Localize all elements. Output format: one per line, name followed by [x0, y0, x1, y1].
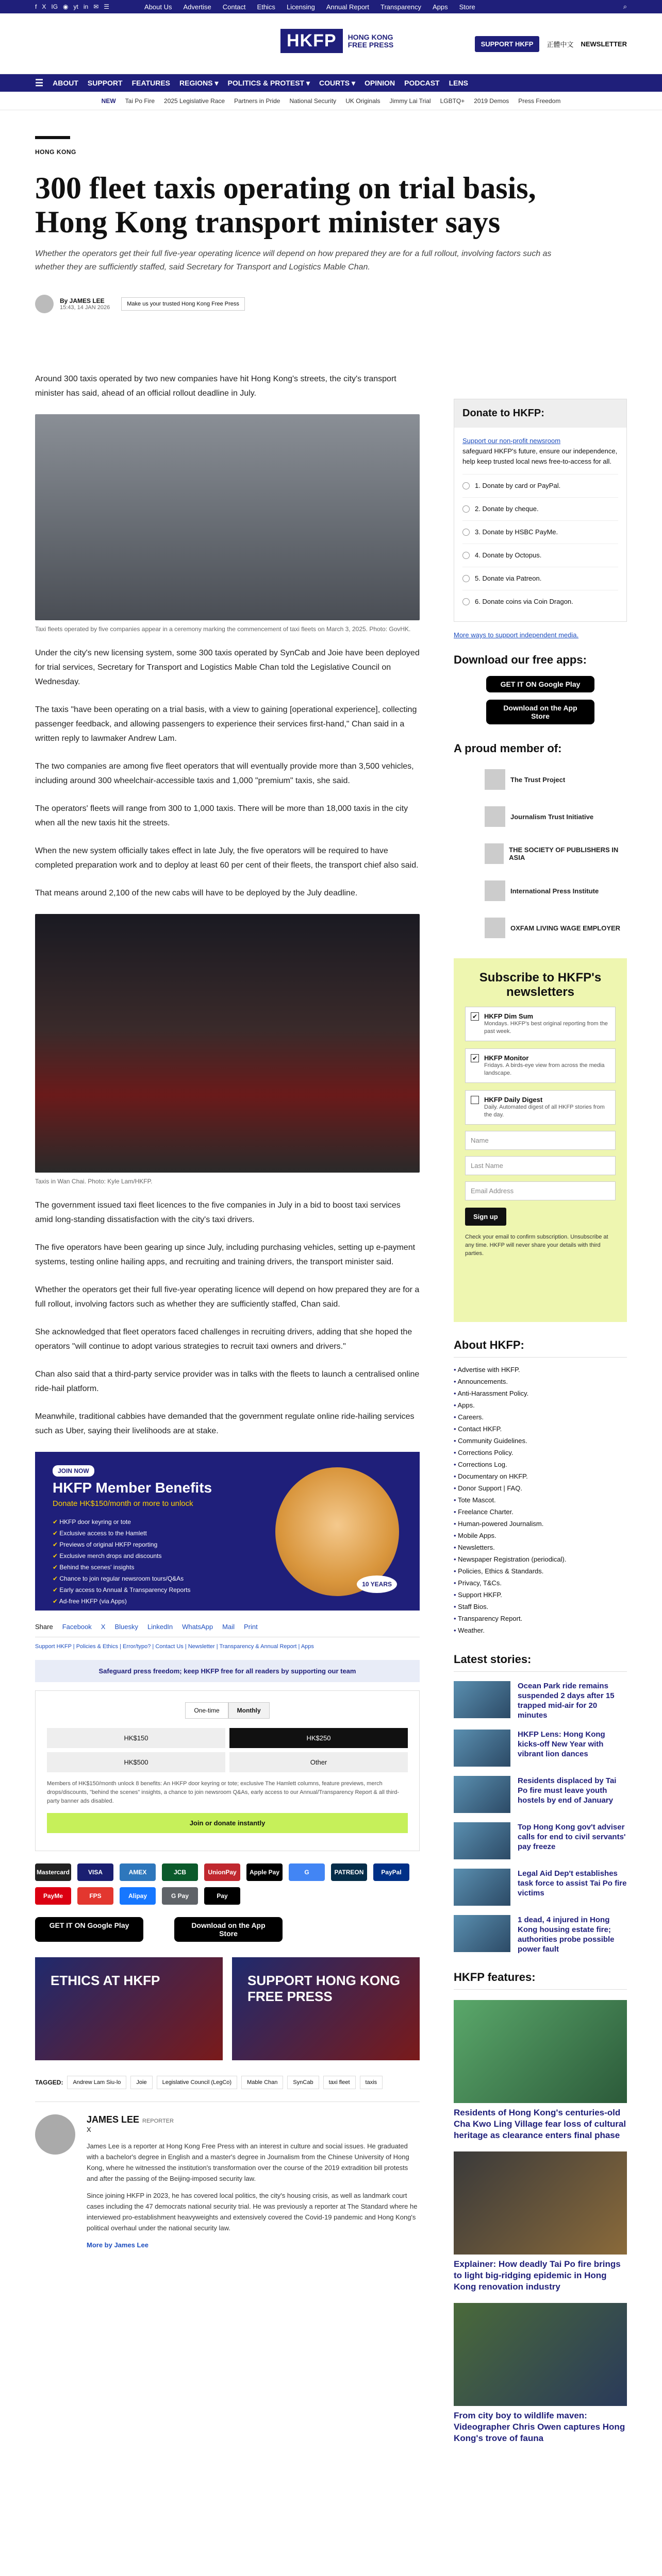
- support-hkfp-button[interactable]: SUPPORT HKFP: [475, 36, 540, 52]
- google-pay-icon: G Pay: [162, 1887, 198, 1905]
- paragraph: Meanwhile, traditional cabbies have demanded that the government regulate online ride-hailing services such as Uber, saying their livelihoods are at stake.: [35, 1412, 415, 1435]
- amount-500[interactable]: HK$500: [47, 1752, 225, 1772]
- alipay-icon: Alipay: [120, 1887, 156, 1905]
- sopa-logo[interactable]: THE SOCIETY OF PUBLISHERS IN ASIA: [454, 841, 627, 867]
- article-tags: [35, 2076, 420, 2089]
- donate-option[interactable]: 3. Donate by HSBC PayMe.: [462, 520, 618, 544]
- promo-videos: [35, 1957, 420, 2060]
- tag[interactable]: Legislative Council (LegCo): [157, 2076, 238, 2089]
- trending-item[interactable]: National Security: [289, 97, 337, 105]
- link-store[interactable]: Store: [459, 3, 475, 11]
- feature-story[interactable]: Residents of Hong Kong's centuries-old Cha Kwo Ling Village fear loss of cultural heritage as clearance enters final phase: [454, 2000, 627, 2141]
- amount-options: [47, 1728, 408, 1772]
- story-thumbnail: [454, 1681, 510, 1718]
- benefit-item: ✔ Exclusive merch drops and discounts: [53, 1550, 402, 1562]
- ethics-video[interactable]: ETHICS AT HKFP: [35, 1957, 223, 2060]
- author-bio: James Lee is a reporter at Hong Kong Free Press with an interest in culture and social issues. He graduated with a bachelor's degree in English and a master's degree in Journalism from the Chinese University of Hong Kong, where he witnessed the institution's transformation over the course of the 2019 extradition bill protests and after the passing of the Beijing-imposed security law.: [87, 2142, 409, 2182]
- jti-logo[interactable]: Journalism Trust Initiative: [454, 804, 627, 829]
- features-heading: HKFP features:: [454, 1971, 627, 1990]
- header-rule: [35, 136, 70, 139]
- feature-image: [454, 2151, 627, 2255]
- logo-mark: HKFP: [280, 29, 343, 53]
- support-video[interactable]: SUPPORT HONG KONG FREE PRESS: [232, 1957, 420, 2060]
- newsletter-option[interactable]: ✔ HKFP Monitor Fridays. A birds-eye view from across the media landscape.: [465, 1048, 616, 1083]
- latest-story[interactable]: Top Hong Kong gov't adviser calls for end to civil servants' pay freeze: [454, 1822, 627, 1859]
- search-icon[interactable]: ⌕: [623, 3, 627, 10]
- newsletter-option[interactable]: HKFP Daily Digest Daily. Automated digest of all HKFP stories from the day.: [465, 1090, 616, 1125]
- nav-podcast[interactable]: PODCAST: [404, 79, 440, 87]
- latest-heading: Latest stories:: [454, 1653, 627, 1672]
- last-name-field[interactable]: Last Name: [465, 1156, 616, 1175]
- nav-opinion[interactable]: OPINION: [365, 79, 395, 87]
- email-field[interactable]: Email Address: [465, 1181, 616, 1200]
- frequency-toggle: [47, 1702, 408, 1719]
- one-time-tab[interactable]: One-time: [185, 1702, 228, 1719]
- about-link[interactable]: • Newspaper Registration (periodical).: [454, 1553, 627, 1565]
- sign-up-button[interactable]: Sign up: [465, 1208, 506, 1226]
- radio-icon: [462, 552, 470, 559]
- benefit-item: ✔ Exclusive access to the Hamlett: [53, 1528, 402, 1539]
- trending-item[interactable]: LGBTQ+: [440, 97, 465, 105]
- utility-links: [144, 3, 475, 11]
- main-navigation: [0, 74, 662, 92]
- share-mail[interactable]: Mail: [222, 1623, 235, 1631]
- x-icon[interactable]: X: [42, 3, 46, 10]
- google-play-button[interactable]: GET IT ON Google Play: [35, 1917, 143, 1942]
- donate-box: [454, 399, 627, 622]
- sidebar-app-store-button[interactable]: Download on the App Store: [486, 700, 594, 724]
- link-transparency[interactable]: Transparency: [380, 3, 421, 11]
- oxfam-logo[interactable]: OXFAM LIVING WAGE EMPLOYER: [454, 915, 627, 941]
- donate-option[interactable]: 1. Donate by card or PayPal.: [462, 474, 618, 497]
- tag[interactable]: Mable Chan: [241, 2076, 283, 2089]
- nav-support[interactable]: SUPPORT: [87, 79, 123, 87]
- member-of-heading: A proud member of:: [454, 742, 562, 755]
- nav-regions[interactable]: REGIONS ▾: [179, 78, 219, 87]
- paragraph: The two companies are among five fleet operators that will eventually provide more than 3,500 vehicles, including around 300 wheelchair-accessible taxis and 1,000 "premium" taxis, she said.: [35, 762, 414, 785]
- support-newsroom-link[interactable]: Support our non-profit newsroom: [462, 437, 561, 445]
- feature-image: [454, 2303, 627, 2406]
- newsletter-option[interactable]: ✔ HKFP Dim Sum Mondays. HKFP's best original reporting from the past week.: [465, 1007, 616, 1041]
- threads-icon[interactable]: ◉: [63, 3, 69, 10]
- support-links[interactable]: Support HKFP | Policies & Ethics | Error/typo? | Contact Us | Newsletter | Transparency & Annual Report | Apps: [35, 1643, 314, 1650]
- paragraph: Around 300 taxis operated by two new companies have hit Hong Kong's streets, the city's transport minister has said, ahead of an official rollout deadline in July.: [35, 375, 396, 398]
- author-avatar[interactable]: [35, 295, 54, 313]
- paragraph: The five operators have been gearing up since July, including purchasing vehicles, setting up e-payment systems, testing online hailing apps, and recruiting and training drivers, the transport minister said.: [35, 1243, 416, 1266]
- trending-item[interactable]: UK Originals: [345, 97, 380, 105]
- donate-option[interactable]: 6. Donate coins via Coin Dragon.: [462, 590, 618, 613]
- donate-widget: [35, 1690, 420, 1851]
- youtube-icon[interactable]: yt: [73, 3, 78, 10]
- join-donate-button[interactable]: Join or donate instantly: [47, 1813, 408, 1833]
- latest-story[interactable]: Legal Aid Dep't establishes task force to assist Tai Po fire victims: [454, 1869, 627, 1906]
- nav-courts[interactable]: COURTS ▾: [319, 78, 356, 87]
- amount-250[interactable]: HK$250: [229, 1728, 408, 1748]
- trending-item[interactable]: Press Freedom: [518, 97, 561, 105]
- banner-heading: HKFP Member Benefits: [53, 1480, 212, 1496]
- nav-about[interactable]: ABOUT: [53, 79, 78, 87]
- trending-item[interactable]: Jimmy Lai Trial: [389, 97, 431, 105]
- trending-item[interactable]: 2019 Demos: [474, 97, 509, 105]
- paypal-icon: PayPal: [373, 1863, 409, 1881]
- donate-note: Members of HK$150/month unlock 8 benefits: An HKFP door keyring or tote; exclusive The Hamlett columns, feature previews, merch drops/discounts, "behind the scenes" insights, a chance to join newsroom Q&As, early access to our Annual/Transparency Report & all third-party banner ads disabled.: [47, 1781, 400, 1804]
- benefit-item: ✔ Early access to Annual & Transparency Reports: [53, 1584, 402, 1596]
- mastercard-icon: Mastercard: [35, 1863, 71, 1881]
- nav-features[interactable]: FEATURES: [131, 79, 171, 87]
- tags-label: TAGGED:: [35, 2079, 63, 2086]
- paragraph: Whether the operators get their full five-year operating licence will depend on how prepared they are for a full rollout, involving factors such as whether they are sufficiently staffed, Chan said.: [35, 1285, 420, 1309]
- donate-text: safeguard HKFP's future, ensure our independence, help keep trusted local news free-to-access for all.: [462, 447, 618, 465]
- amount-150[interactable]: HK$150: [47, 1728, 225, 1748]
- paragraph: That means around 2,100 of the new cabs will have to be deployed by the July deadline.: [35, 889, 358, 897]
- tag[interactable]: Andrew Lam Siu-lo: [67, 2076, 126, 2089]
- jcb-icon: JCB: [162, 1863, 198, 1881]
- instagram-icon[interactable]: IG: [51, 3, 58, 10]
- about-link[interactable]: • Advertise with HKFP.: [454, 1364, 627, 1376]
- trending-item[interactable]: 2025 Legislative Race: [164, 97, 225, 105]
- payme-icon: PayMe: [35, 1887, 71, 1905]
- about-link[interactable]: • Mobile Apps.: [454, 1530, 627, 1541]
- about-link[interactable]: • Announcements.: [454, 1376, 627, 1387]
- more-by-author-link[interactable]: More by James Lee: [87, 2241, 148, 2249]
- about-link[interactable]: • Apps.: [454, 1399, 627, 1411]
- about-link[interactable]: • Newsletters.: [454, 1541, 627, 1553]
- author-photo[interactable]: [35, 2114, 75, 2155]
- safeguard-banner[interactable]: Safeguard press freedom; keep HKFP free for all readers by supporting our team: [35, 1660, 420, 1682]
- apps-heading: Download our free apps:: [454, 653, 587, 666]
- trending-item[interactable]: Tai Po Fire: [125, 97, 155, 105]
- join-now-button[interactable]: JOIN NOW: [53, 1465, 94, 1477]
- benefit-item: ✔ Behind the scenes' insights: [53, 1562, 402, 1573]
- radio-icon: [462, 575, 470, 582]
- linkedin-icon[interactable]: in: [83, 3, 89, 10]
- checkbox-icon[interactable]: ✔: [471, 1012, 479, 1021]
- facebook-icon[interactable]: f: [35, 3, 37, 10]
- visa-icon: VISA: [77, 1863, 113, 1881]
- new-badge: NEW: [101, 97, 116, 105]
- logo-wordmark: HONG KONG FREE PRESS: [347, 32, 394, 49]
- site-header: [0, 13, 662, 74]
- author-box-name[interactable]: JAMES LEE: [87, 2114, 140, 2125]
- article-title: 300 fleet taxis operating on trial basis, Hong Kong transport minister says: [35, 171, 536, 239]
- apple-pay-icon: Apple Pay: [246, 1863, 283, 1881]
- tag[interactable]: taxi fleet: [323, 2076, 356, 2089]
- about-link[interactable]: • Documentary on HKFP.: [454, 1470, 627, 1482]
- article-body: [35, 372, 420, 2250]
- publish-date: 15:43, 14 JAN 2026: [60, 304, 110, 311]
- link-contact[interactable]: Contact: [222, 3, 246, 11]
- about-heading: About HKFP:: [454, 1338, 627, 1358]
- category-kicker[interactable]: HONG KONG: [35, 148, 76, 156]
- signup-note: Check your email to confirm subscription. Unsubscribe at any time. HKFP will never share your details with third parties.: [465, 1234, 608, 1257]
- top-utility-bar: [0, 0, 662, 13]
- latest-story[interactable]: HKFP Lens: Hong Kong kicks-off New Year with vibrant lion dances: [454, 1730, 627, 1767]
- trust-project-logo[interactable]: The Trust Project: [454, 767, 627, 792]
- link-ethics[interactable]: Ethics: [257, 3, 275, 11]
- trending-item[interactable]: Partners in Pride: [234, 97, 280, 105]
- link-apps[interactable]: Apps: [433, 3, 448, 11]
- paragraph: Under the city's new licensing system, some 300 taxis operated by SynCab and Joie have been deployed for trial services, Secretary for Transport and Logistics Mable Chan told the Legislative Council on Wednesday.: [35, 649, 420, 686]
- amount-other[interactable]: Other: [229, 1752, 408, 1772]
- about-link[interactable]: • Donor Support | FAQ.: [454, 1482, 627, 1494]
- about-link[interactable]: • Transparency Report.: [454, 1613, 627, 1624]
- link-annual-report[interactable]: Annual Report: [326, 3, 369, 11]
- checkbox-icon[interactable]: ✔: [471, 1054, 479, 1062]
- about-list: [454, 1364, 627, 1636]
- feature-image: [454, 2000, 627, 2103]
- share-bar: [35, 1623, 420, 1637]
- feature-story[interactable]: Explainer: How deadly Tai Po fire brings to light big-ridging epidemic in Hong Kong renovation industry: [454, 2151, 627, 2293]
- about-link[interactable]: • Corrections Log.: [454, 1459, 627, 1470]
- subscribe-heading: Subscribe to HKFP's newsletters: [479, 971, 602, 999]
- chinese-language-link[interactable]: 正體中文: [547, 41, 574, 48]
- radio-icon: [462, 505, 470, 513]
- share-bluesky[interactable]: Bluesky: [114, 1623, 138, 1631]
- about-link[interactable]: • Community Guidelines.: [454, 1435, 627, 1447]
- trending-bar: [0, 92, 662, 110]
- link-about-us[interactable]: About Us: [144, 3, 172, 11]
- wan-chai-taxis-photo: [35, 914, 420, 1173]
- share-linkedin[interactable]: LinkedIn: [147, 1623, 173, 1631]
- apple-pay-alt-icon: Pay: [204, 1887, 240, 1905]
- benefit-item: ✔ HKFP door keyring or tote: [53, 1516, 402, 1528]
- story-thumbnail: [454, 1730, 510, 1767]
- benefit-item: ✔ Ad-free HKFP (via Apps): [53, 1596, 402, 1607]
- app-store-button[interactable]: Download on the App Store: [174, 1917, 283, 1942]
- newsletter-signup: [454, 958, 627, 1322]
- rss-icon[interactable]: ☰: [104, 3, 110, 10]
- mail-icon[interactable]: ✉: [93, 3, 99, 10]
- donate-option[interactable]: 2. Donate by cheque.: [462, 497, 618, 520]
- story-thumbnail: [454, 1915, 510, 1952]
- share-facebook[interactable]: Facebook: [62, 1623, 92, 1631]
- preferred-source-button[interactable]: Make us your trusted Hong Kong Free Press: [121, 297, 245, 311]
- author-role: REPORTER: [142, 2118, 174, 2124]
- radio-icon: [462, 529, 470, 536]
- social-links: [35, 3, 109, 10]
- donate-title: Donate to HKFP:: [454, 399, 626, 428]
- feature-story[interactable]: From city boy to wildlife maven: Videographer Chris Owen captures Hong Kong's trove of fauna: [454, 2303, 627, 2444]
- about-link[interactable]: • Corrections Policy.: [454, 1447, 627, 1459]
- about-link[interactable]: • Careers.: [454, 1411, 627, 1423]
- tag[interactable]: taxis: [360, 2076, 383, 2089]
- about-link[interactable]: • Privacy, T&Cs.: [454, 1577, 627, 1589]
- photo-caption: Taxi fleets operated by five companies appear in a ceremony marking the commencement of taxi fleets on March 3, 2025. Photo: GovHK.: [35, 625, 411, 633]
- byline: [35, 295, 627, 313]
- latest-story[interactable]: Residents displaced by Tai Po fire must leave youth hostels by end of January: [454, 1776, 627, 1813]
- sidebar-google-play-button[interactable]: GET IT ON Google Play: [486, 676, 594, 692]
- benefit-item: ✔ Previews of original HKFP reporting: [53, 1539, 402, 1550]
- unionpay-icon: UnionPay: [204, 1863, 240, 1881]
- story-thumbnail: [454, 1822, 510, 1859]
- ipi-logo[interactable]: International Press Institute: [454, 878, 627, 904]
- banner-subheading: Donate HK$150/month or more to unlock: [53, 1499, 193, 1508]
- ten-years-badge: 10 YEARS: [357, 1575, 397, 1593]
- paragraph: The government issued taxi fleet licences to the five companies in July in a bid to boost taxi services amid long-standing dissatisfaction with the city's taxi drivers.: [35, 1201, 401, 1224]
- app-store-row: [35, 1917, 420, 1942]
- monthly-tab[interactable]: Monthly: [228, 1702, 270, 1719]
- about-link[interactable]: • Tote Mascot.: [454, 1494, 627, 1506]
- donate-option[interactable]: 5. Donate via Patreon.: [462, 567, 618, 590]
- author-box: [35, 2102, 420, 2250]
- radio-icon: [462, 482, 470, 489]
- header-actions: [475, 36, 627, 52]
- site-logo[interactable]: [280, 29, 393, 53]
- paragraph: When the new system officially takes effect in late July, the five operators will be required to have completed preparation work and to deploy at least 60 per cent of their fleets, the transport chief also said.: [35, 846, 419, 870]
- story-thumbnail: [454, 1776, 510, 1813]
- member-benefits-banner[interactable]: [35, 1452, 420, 1611]
- latest-story[interactable]: Ocean Park ride remains suspended 2 days after 15 trapped mid-air for 20 minutes: [454, 1681, 627, 1720]
- nav-lens[interactable]: LENS: [449, 79, 468, 87]
- paragraph: Chan also said that a third-party service provider was in talks with the fleets to launch a centralised online ride-hail platform.: [35, 1370, 420, 1393]
- share-label: Share: [35, 1623, 53, 1631]
- name-field[interactable]: Name: [465, 1131, 616, 1150]
- about-link[interactable]: • Anti-Harassment Policy.: [454, 1387, 627, 1399]
- checkbox-icon[interactable]: [471, 1096, 479, 1104]
- about-link[interactable]: • Freelance Charter.: [454, 1506, 627, 1518]
- tag[interactable]: SynCab: [287, 2076, 319, 2089]
- about-link[interactable]: • Support HKFP.: [454, 1589, 627, 1601]
- article-header: [0, 136, 662, 313]
- about-link[interactable]: • Human-powered Journalism.: [454, 1518, 627, 1530]
- taxi-fleet-photo: [35, 414, 420, 620]
- radio-icon: [462, 598, 470, 605]
- latest-story[interactable]: 1 dead, 4 injured in Hong Kong housing estate fire; authorities probe possible power fault: [454, 1915, 627, 1954]
- about-link[interactable]: • Weather.: [454, 1624, 627, 1636]
- author-name[interactable]: By JAMES LEE: [60, 297, 105, 304]
- share-print[interactable]: Print: [243, 1623, 258, 1631]
- paragraph: The operators' fleets will range from 300 to 1,000 taxis. There will be more than 18,000 taxis in the city when all the new taxis hit the streets.: [35, 804, 408, 827]
- more-ways-link[interactable]: More ways to support independent media.: [454, 631, 579, 639]
- newsletter-link[interactable]: NEWSLETTER: [581, 40, 627, 48]
- patreon-icon: PATREON: [331, 1863, 367, 1881]
- about-link[interactable]: • Policies, Ethics & Standards.: [454, 1565, 627, 1577]
- about-link[interactable]: • Contact HKFP.: [454, 1423, 627, 1435]
- fps-icon: FPS: [77, 1887, 113, 1905]
- share-x[interactable]: X: [101, 1623, 106, 1631]
- nav-politics[interactable]: POLITICS & PROTEST ▾: [227, 78, 310, 87]
- paragraph: She acknowledged that fleet operators faced challenges in recruiting drivers, adding that she hoped the operators "will continue to adopt various strategies to recruit taxi owners and drivers.": [35, 1328, 412, 1351]
- paragraph: The taxis "have been operating on a trial basis, with a view to gaining [operational experience], collecting passenger feedback, and allowing passengers to experience their services first-hand," Chan said in a written reply to lawmaker Andrew Lam.: [35, 705, 417, 743]
- payment-methods: [35, 1863, 420, 1905]
- tag[interactable]: Joie: [130, 2076, 152, 2089]
- hamburger-menu-icon[interactable]: ☰: [35, 77, 44, 88]
- author-bio: Since joining HKFP in 2023, he has covered local politics, the city's housing crisis, as well as landmark court cases including the 47 democrats national security trial. He was previously a reporter at The Standard where he interviewed pro-establishment heavyweights and extensively covered the Covid-19 pandemic and Hong Kong's political overhaul under the national security law.: [87, 2192, 418, 2232]
- about-link[interactable]: • Staff Bios.: [454, 1601, 627, 1613]
- benefit-item: ✔ Chance to join regular newsroom tours/Q&As: [53, 1573, 402, 1584]
- story-thumbnail: [454, 1869, 510, 1906]
- x-icon[interactable]: X: [87, 2126, 91, 2133]
- sidebar: [454, 399, 627, 2444]
- link-licensing[interactable]: Licensing: [286, 3, 315, 11]
- photo-caption: Taxis in Wan Chai. Photo: Kyle Lam/HKFP.: [35, 1178, 153, 1185]
- link-advertise[interactable]: Advertise: [183, 3, 211, 11]
- amex-icon: AMEX: [120, 1863, 156, 1881]
- share-whatsapp[interactable]: WhatsApp: [182, 1623, 213, 1631]
- google-icon: G: [289, 1863, 325, 1881]
- article-deck: Whether the operators get their full five-year operating licence will depend on how prepared they are for a full rollout, involving factors such as whether they are sufficiently staffed, said Secretary for Transport and Logistics Mable Chan.: [35, 249, 552, 272]
- donate-option[interactable]: 4. Donate by Octopus.: [462, 544, 618, 567]
